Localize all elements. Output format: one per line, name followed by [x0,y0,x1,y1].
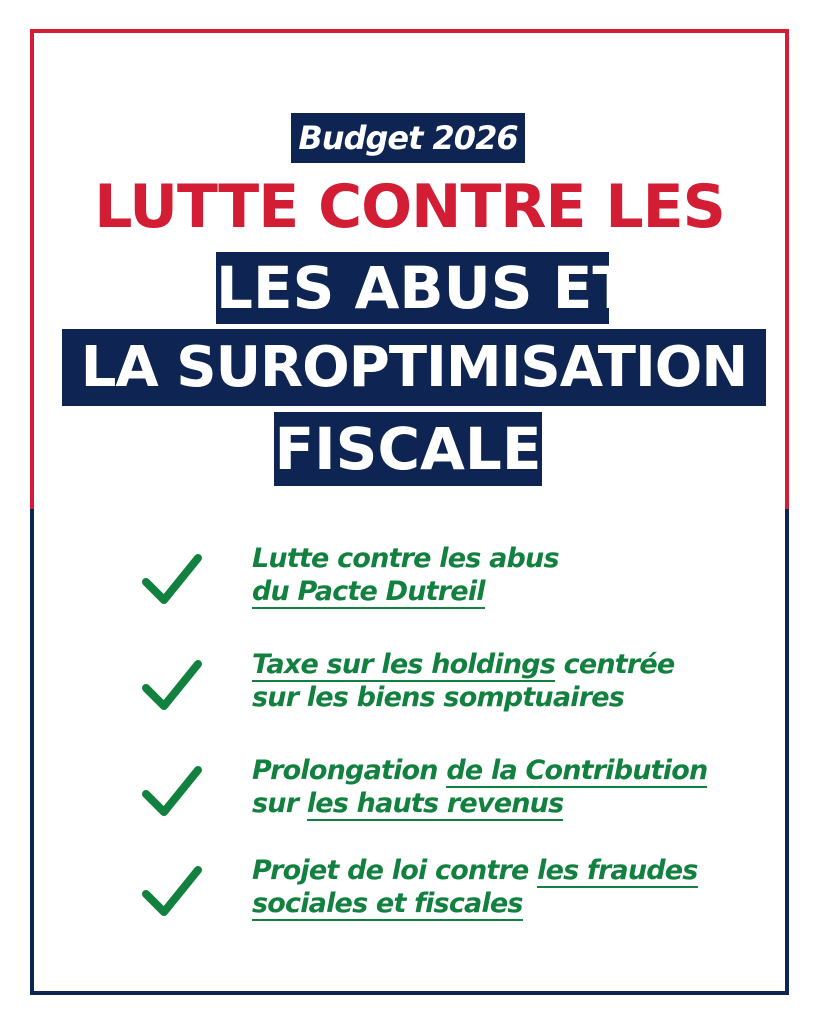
budget-tag: Budget 2026 [291,113,525,163]
item-text-underlined: les fraudes [537,855,698,886]
item-text-part: centrée [555,649,675,680]
check-icon [140,654,204,718]
item-text-part: Prolongation [252,755,447,786]
list-item-2 [140,649,740,734]
headline: LUTTE CONTRE LES [94,172,725,242]
check-icon [140,760,204,824]
highlight-line-2: LA SUROPTIMISATION [62,329,766,406]
highlight-line-3: FISCALE [274,412,542,486]
highlight-line-1: LES ABUS ET [216,254,632,322]
list-item-1 [140,543,740,628]
item-text-part: sur les biens somptuaires [252,682,625,713]
item-text-underlined: Taxe sur les holdings [252,649,556,680]
item-text [252,648,674,714]
item-text [252,854,698,920]
item-text-part: Projet de loi contre [252,855,538,886]
item-text [252,754,707,820]
item-text-underlined: sociales et fiscales [252,888,523,919]
item-text [252,542,559,608]
item-text-part: Lutte contre les abus [252,543,559,574]
item-text-underlined: de la Contribution [446,755,708,786]
item-text-part: sur [252,788,307,819]
check-icon [140,548,204,612]
check-icon [140,860,204,924]
item-text-underlined: du Pacte Dutreil [252,576,485,607]
item-text-underlined: les hauts revenus [306,788,564,819]
list-item-4 [140,855,740,940]
list-item-3 [140,755,740,840]
